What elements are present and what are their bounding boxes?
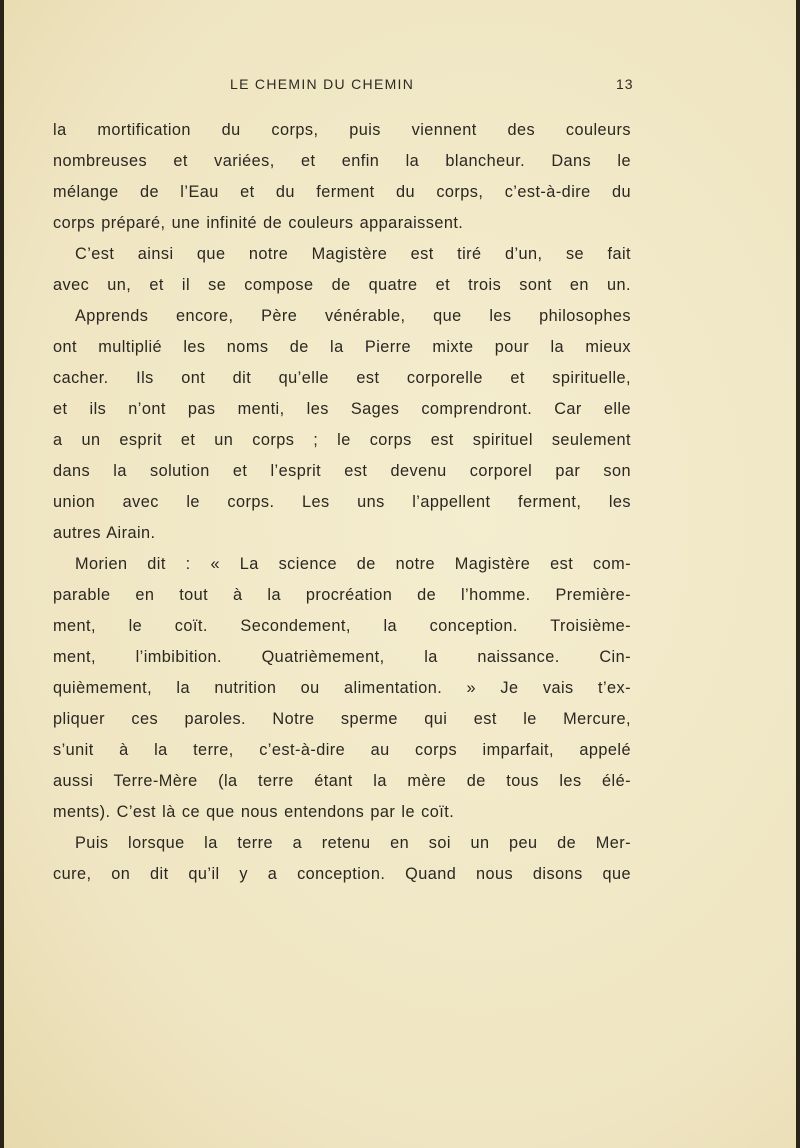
text-line: et ils n’ont pas menti, les Sages comprendront. Car elle [53,400,631,418]
text-line: cacher. Ils ont dit qu’elle est corporelle et spirituelle, [53,369,631,387]
text-line: avec un, et il se compose de quatre et trois sont en un. [53,276,631,294]
text-line: Morien dit : « La science de notre Magistère est com- [75,555,631,573]
text-line: ment, l’imbibition. Quatrièmement, la naissance. Cin- [53,648,631,666]
text-line: C’est ainsi que notre Magistère est tiré d’un, se fait [75,245,631,263]
text-line: ments). C’est là ce que nous entendons par le coït. [53,803,455,821]
text-line: ont multiplié les noms de la Pierre mixte pour la mieux [53,338,631,356]
text-line: union avec le corps. Les uns l’appellent ferment, les [53,493,631,511]
text-line: la mortification du corps, puis viennent des couleurs [53,121,631,139]
page-header [4,76,796,98]
text-line: aussi Terre-Mère (la terre étant la mère de tous les élé- [53,772,631,790]
text-line: ment, le coït. Secondement, la conception. Troisième- [53,617,631,635]
text-line: quièmement, la nutrition ou alimentation. » Je vais t’ex- [53,679,631,697]
text-line: cure, on dit qu’il y a conception. Quand nous disons que [53,865,631,883]
text-line: pliquer ces paroles. Notre sperme qui est le Mercure, [53,710,631,728]
text-line: a un esprit et un corps ; le corps est spirituel seulement [53,431,631,449]
text-line: nombreuses et variées, et enfin la blancheur. Dans le [53,152,631,170]
text-line: parable en tout à la procréation de l’homme. Première- [53,586,631,604]
text-line: autres Airain. [53,524,156,542]
text-line: corps préparé, une infinité de couleurs apparaissent. [53,214,464,232]
book-page [4,0,796,1148]
running-title: LE CHEMIN DU CHEMIN [230,76,415,92]
text-line: Puis lorsque la terre a retenu en soi un peu de Mer- [75,834,631,852]
text-line: mélange de l’Eau et du ferment du corps, c’est-à-dire du [53,183,631,201]
text-line: s’unit à la terre, c’est-à-dire au corps imparfait, appelé [53,741,631,759]
text-line: dans la solution et l’esprit est devenu corporel par son [53,462,631,480]
text-line: Apprends encore, Père vénérable, que les philosophes [75,307,631,325]
page-number: 13 [616,76,634,92]
body-text [53,115,631,890]
